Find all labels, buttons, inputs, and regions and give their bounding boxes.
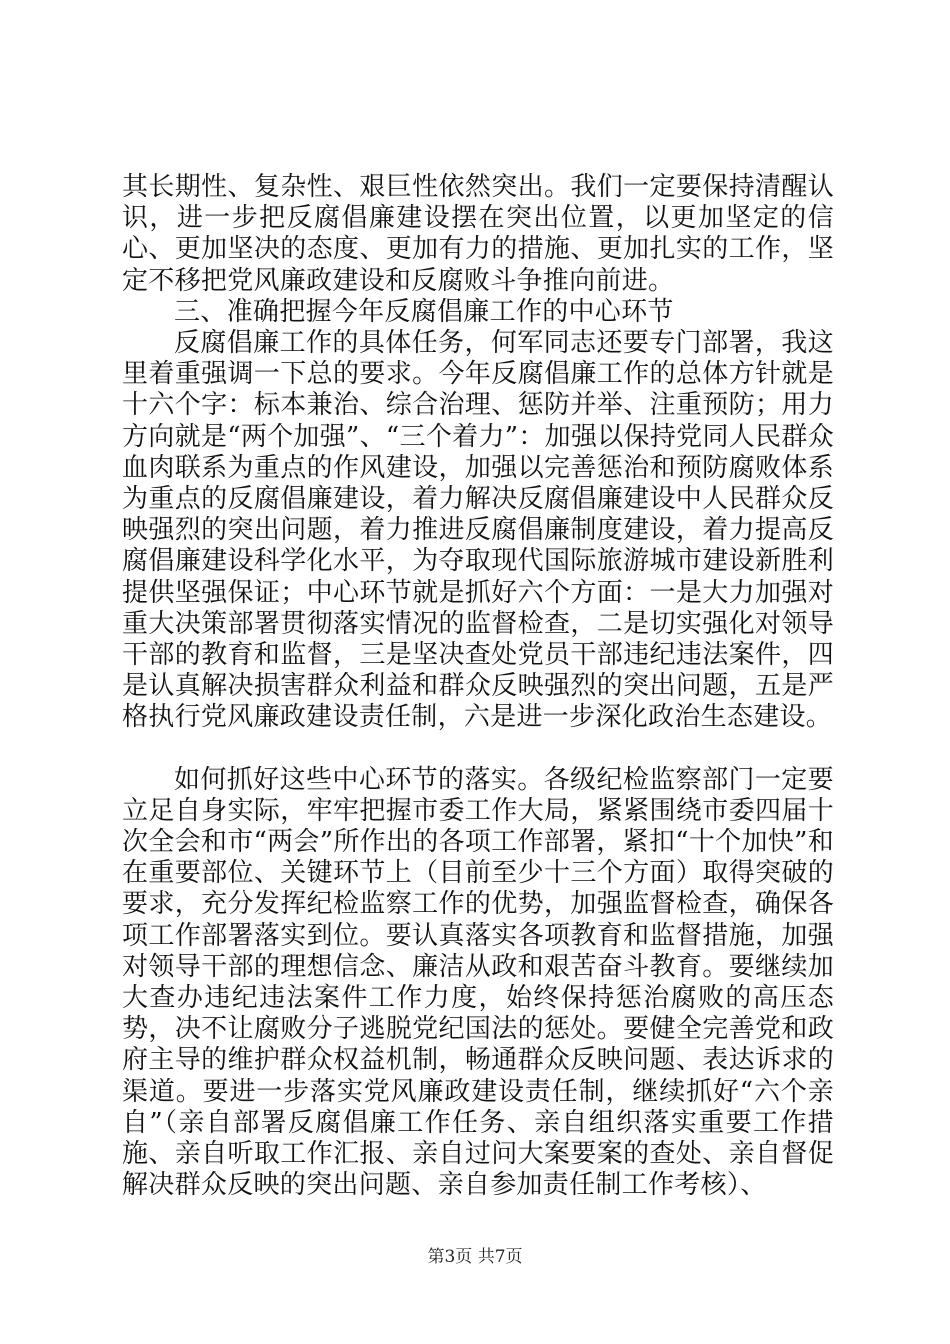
paragraph-continuation: 其长期性、复杂性、艰巨性依然突出。我们一定要保持清醒认识，进一步把反腐倡廉建设摆在突出位置，以更加坚定的信心、更加坚决的态度、更加有力的措施、更加扎实的工作，坚定不移把党风廉政建设和反腐败斗争推向前进。 [122, 172, 834, 296]
paragraph-tasks: 反腐倡廉工作的具体任务，何军同志还要专门部署，我这里着重强调一下总的要求。今年反腐倡廉工作的总体方针就是十六个字：标本兼治、综合治理、惩防并举、注重预防；用力方向就是“两个加强”、“三个着力”：加强以保持党同人民群众血肉联系为重点的作风建设，加强以完善惩治和预防腐败体系为重点的反腐倡廉建设，着力解决反腐倡廉建设中人民群众反映强烈的突出问题，着力推进反腐倡廉制度建设，着力提高反腐倡廉建设科学化水平，为夺取现代国际旅游城市建设新胜利提供坚强保证；中心环节就是抓好六个方面：一是大力加强对重大决策部署贯彻落实情况的监督检查，二是切实强化对领导干部的教育和监督，三是坚决查处党员干部违纪违法案件，四是认真解决损害群众利益和群众反映强烈的突出问题，五是严格执行党风廉政建设责任制，六是进一步深化政治生态建设。 [122, 328, 834, 733]
section-heading: 三、准确把握今年反腐倡廉工作的中心环节 [174, 296, 674, 327]
document-body [122, 172, 834, 1202]
page-number-footer: 第3页 共7页 [427, 1247, 523, 1267]
paragraph-implementation: 如何抓好这些中心环节的落实。各级纪检监察部门一定要立足自身实际，牢牢把握市委工作大局，紧紧围绕市委四届十次全会和市“两会”所作出的各项工作部署，紧扣“十个加快”和在重要部位、关键环节上（目前至少十三个方面）取得突破的要求，充分发挥纪检监察工作的优势，加强监督检查，确保各项工作部署落实到位。要认真落实各项教育和监督措施，加强对领导干部的理想信念、廉洁从政和艰苦奋斗教育。要继续加大查办违纪违法案件工作力度，始终保持惩治腐败的高压态势，决不让腐败分子逃脱党纪国法的惩处。要健全完善党和政府主导的维护群众权益机制，畅通群众反映问题、表达诉求的渠道。要进一步落实党风廉政建设责任制，继续抓好“六个亲自”（亲自部署反腐倡廉工作任务、亲自组织落实重要工作措施、亲自听取工作汇报、亲自过问大案要案的查处、亲自督促解决群众反映的突出问题、亲自参加责任制工作考核）、 [122, 764, 834, 1201]
